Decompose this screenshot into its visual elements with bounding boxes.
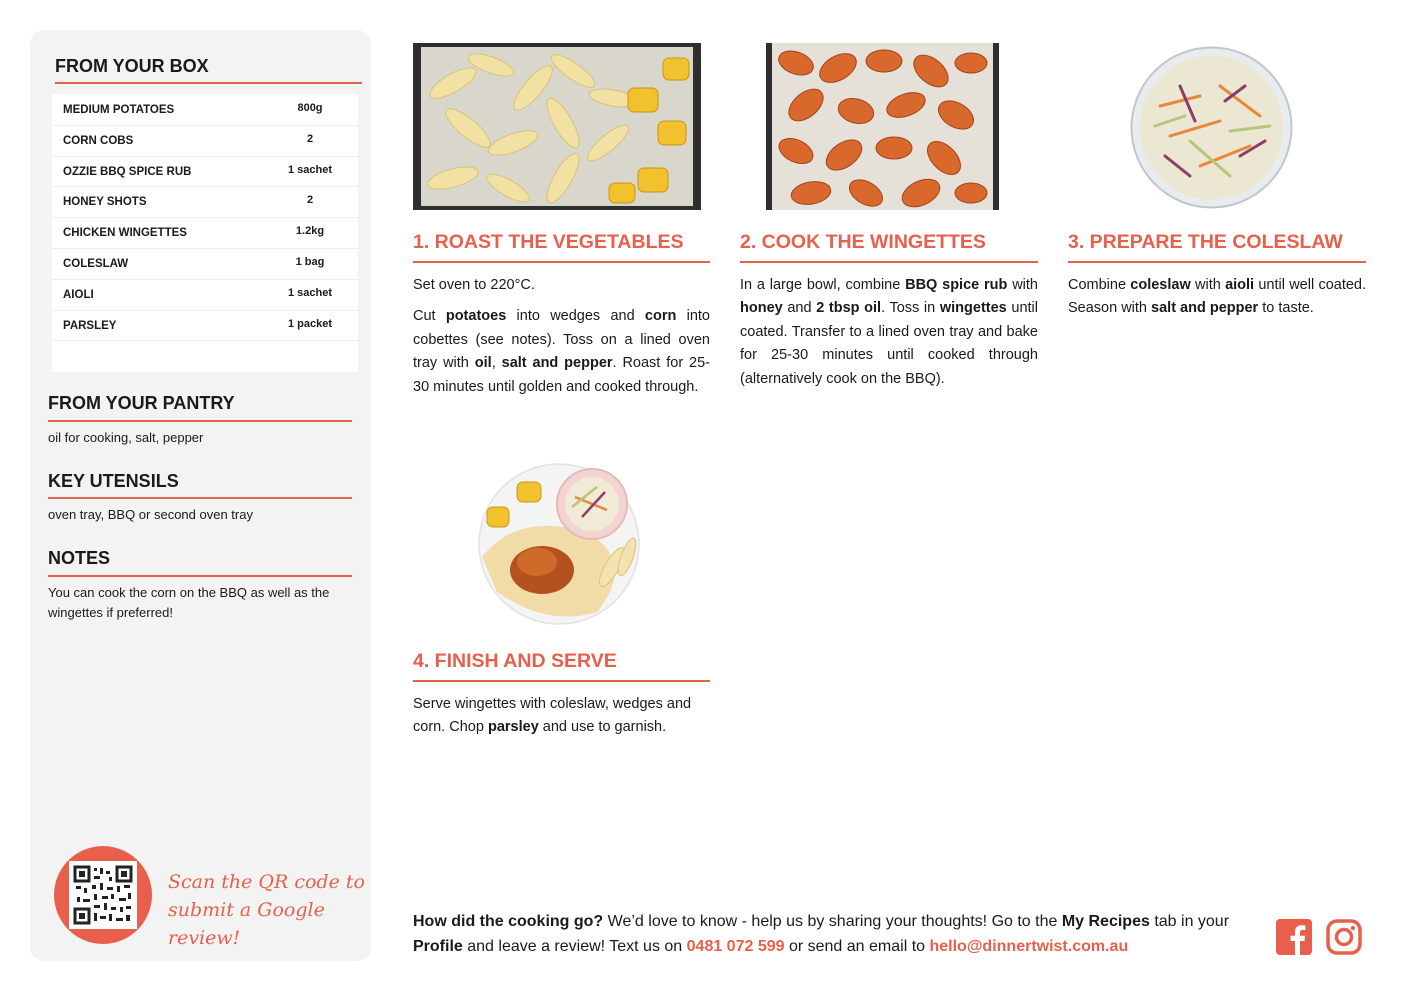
divider bbox=[48, 420, 352, 422]
step-4-body bbox=[413, 693, 710, 748]
ingredient-qty: 2 bbox=[306, 132, 314, 145]
ingredient-qty: 1 sachet bbox=[287, 163, 333, 176]
divider bbox=[413, 680, 710, 682]
step-2-body bbox=[740, 274, 1038, 399]
ingredient-row bbox=[52, 279, 358, 311]
qr-review-prompt bbox=[168, 868, 368, 952]
ingredient-name: HONEY SHOTS bbox=[63, 196, 147, 209]
feedback-footer: How did the cooking go? We’d love to know - help us by sharing your thoughts! Go to the My Recipes tab in your Profile and leave a review! Text us on 0481 072 599 or send an email to hello@dinnertwist.com.au bbox=[413, 913, 1230, 955]
ingredient-name: CORN COBS bbox=[63, 134, 134, 147]
ingredients-table bbox=[52, 94, 358, 372]
ingredient-row bbox=[52, 217, 358, 249]
from-your-box-title: FROM YOUR BOX bbox=[55, 56, 209, 76]
divider bbox=[1068, 261, 1366, 263]
step-2-title: 2. COOK THE WINGETTES bbox=[740, 231, 986, 253]
ingredient-row bbox=[52, 248, 358, 280]
sidebar bbox=[30, 30, 371, 961]
qr-line-2: submit a Google review! bbox=[168, 899, 325, 949]
ingredient-name: COLESLAW bbox=[63, 258, 129, 270]
ingredient-name: AIOLI bbox=[63, 288, 94, 301]
step-2-paragraph: In a large bowl, combine BBQ spice rub with honey and 2 tbsp oil. Toss in wingettes until coated. Transfer to a lined oven tray and bake for 25-30 minutes until cooked through (alternatively cook on the BBQ). bbox=[740, 277, 1038, 387]
step-4-paragraph: Serve wingettes with coleslaw, wedges and corn. Chop parsley and use to garnish. bbox=[413, 696, 692, 736]
final-plate-photo bbox=[477, 462, 642, 625]
ingredient-qty: 800g bbox=[297, 102, 323, 114]
pantry-text: oil for cooking, salt, pepper bbox=[48, 430, 204, 445]
divider bbox=[48, 497, 352, 499]
facebook-icon[interactable] bbox=[1276, 919, 1312, 955]
step-1-paragraph-1: Set oven to 220°C. bbox=[413, 277, 535, 293]
divider bbox=[740, 261, 1038, 263]
ingredient-qty: 1 sachet bbox=[287, 286, 333, 299]
step-1-body bbox=[413, 274, 710, 407]
ingredient-row bbox=[52, 186, 358, 218]
step-3-paragraph: Combine coleslaw with aioli until well coated. Season with salt and pepper to taste. bbox=[1068, 277, 1367, 317]
notes-text: You can cook the corn on the BBQ as well as the wingettes if preferred! bbox=[48, 585, 330, 620]
coleslaw-photo bbox=[1130, 46, 1293, 209]
ingredient-qty: 1 bag bbox=[295, 256, 325, 268]
step-3-title: 3. PREPARE THE COLESLAW bbox=[1068, 231, 1343, 253]
qr-code-icon[interactable] bbox=[69, 861, 137, 929]
ingredient-qty: 2 bbox=[306, 194, 314, 207]
ingredient-row bbox=[52, 156, 358, 188]
ingredient-row bbox=[52, 94, 358, 126]
ingredient-name: OZZIE BBQ SPICE RUB bbox=[63, 165, 192, 178]
key-utensils-title: KEY UTENSILS bbox=[48, 471, 179, 491]
step-1-paragraph-2: Cut potatoes into wedges and corn into cobettes (see notes). Toss on a lined oven tray with oil, salt and pepper. Roast for 25-30 minutes until golden and cooked through. bbox=[413, 308, 711, 395]
divider bbox=[55, 82, 362, 84]
qr-badge[interactable] bbox=[54, 846, 152, 944]
divider bbox=[413, 261, 710, 263]
step-4-title: 4. FINISH AND SERVE bbox=[413, 650, 617, 672]
from-your-pantry-title: FROM YOUR PANTRY bbox=[48, 393, 235, 413]
ingredient-row bbox=[52, 310, 358, 342]
step-1-title: 1. ROAST THE VEGETABLES bbox=[413, 231, 684, 253]
roast-vegetables-photo bbox=[413, 43, 701, 210]
ingredient-row bbox=[52, 125, 358, 157]
qr-line-1: Scan the QR code to bbox=[168, 871, 365, 893]
ingredient-qty: 1.2kg bbox=[295, 225, 325, 238]
ingredient-name: CHICKEN WINGETTES bbox=[63, 227, 187, 240]
step-3-body bbox=[1068, 274, 1366, 329]
notes-title: NOTES bbox=[48, 548, 111, 568]
wingettes-photo bbox=[766, 43, 999, 210]
divider bbox=[48, 575, 352, 577]
instagram-icon[interactable] bbox=[1326, 919, 1362, 955]
ingredient-name: PARSLEY bbox=[63, 319, 117, 332]
ingredient-qty: 1 packet bbox=[287, 317, 333, 330]
utensils-text: oven tray, BBQ or second oven tray bbox=[48, 507, 253, 522]
ingredient-name: MEDIUM POTATOES bbox=[63, 104, 175, 116]
